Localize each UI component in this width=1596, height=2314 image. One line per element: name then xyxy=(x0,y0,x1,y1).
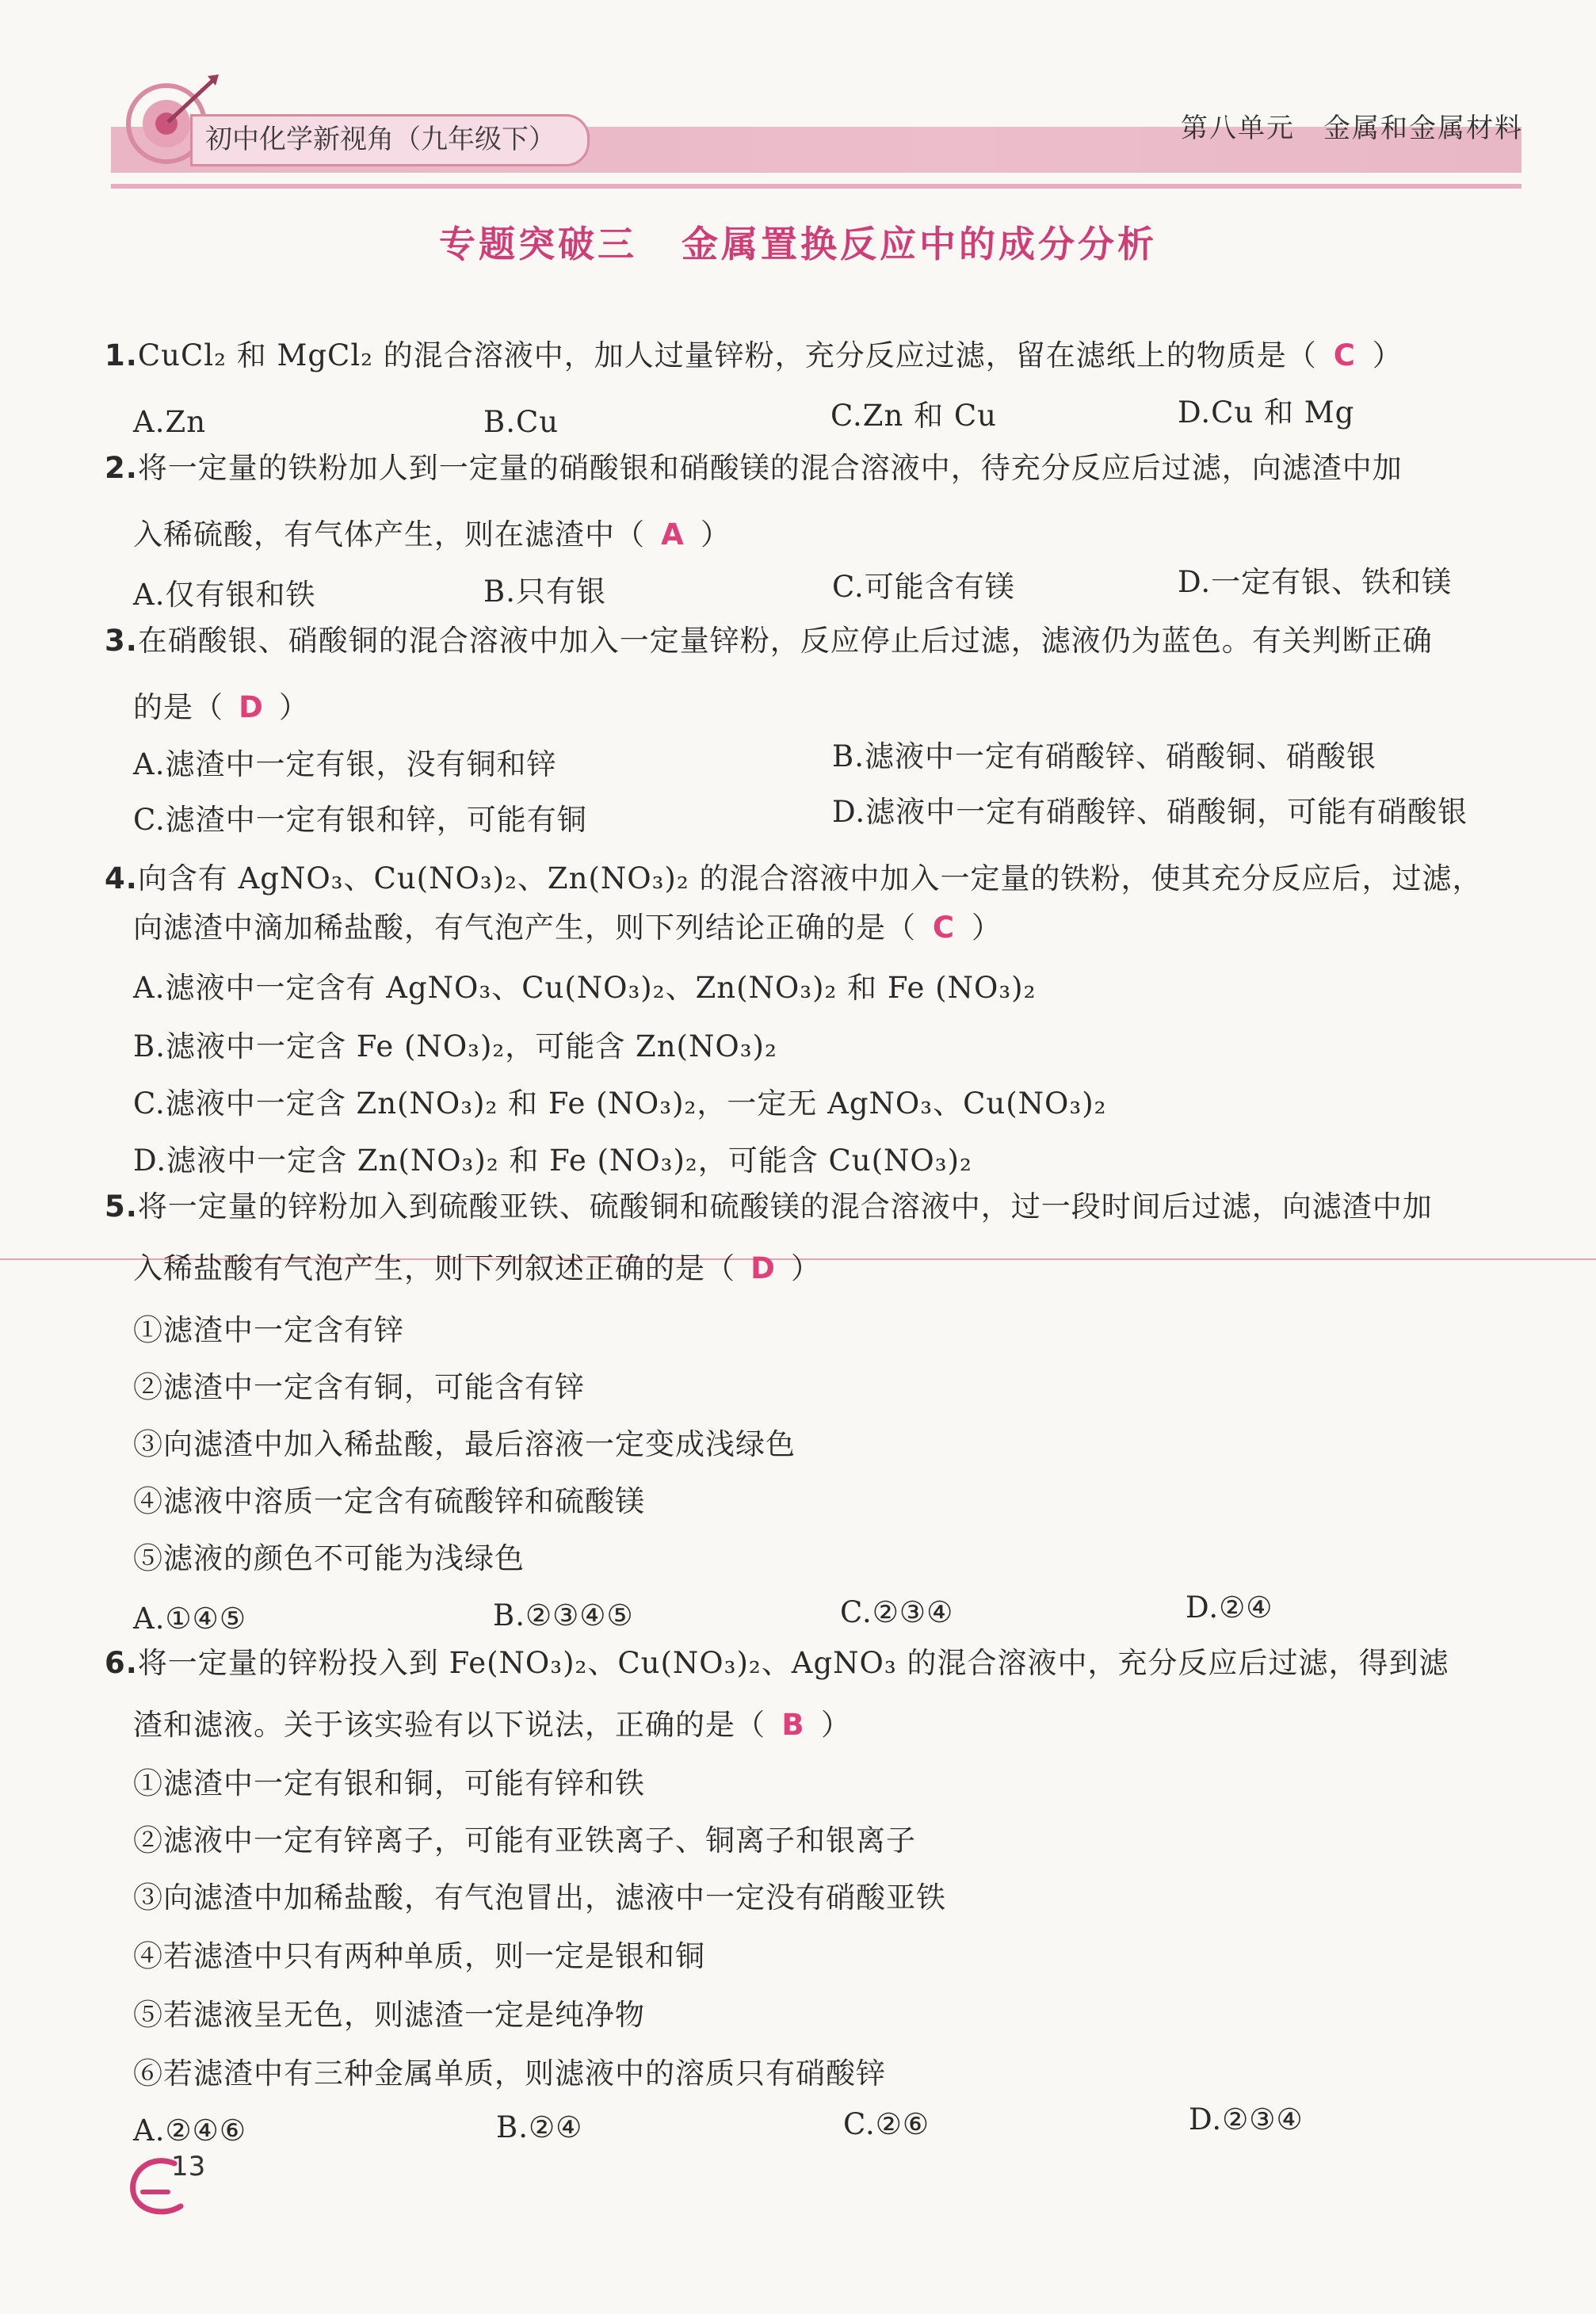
question-5-line-2: 入稀盐酸有气泡产生，则下列叙述正确的是（ D ） xyxy=(133,1249,821,1289)
option-1a: A.Zn xyxy=(133,405,207,439)
option-3a: A.滤渣中一定有银，没有铜和锌 xyxy=(133,747,557,781)
option-4b: B.滤液中一定含 Fe (NO₃)₂，可能含 Zn(NO₃)₂ xyxy=(133,1029,777,1063)
option-6b: B.②④ xyxy=(496,2110,583,2144)
unit-number: 第八单元 xyxy=(1181,113,1295,144)
option-2b: B.只有银 xyxy=(483,575,606,609)
statement-5-5: ⑤滤液的颜色不可能为浅绿色 xyxy=(133,1541,525,1575)
question-2-line-2: 入稀硫酸，有气体产生，则在滤渣中（ A ） xyxy=(133,515,731,555)
question-6-line-1: 6.将一定量的锌粉投入到 Fe(NO₃)₂、Cu(NO₃)₂、AgNO₃ 的混合溶液中，充分反应后过滤，得到滤 xyxy=(105,1646,1449,1680)
question-4-line-1: 4.向含有 AgNO₃、Cu(NO₃)₂、Zn(NO₃)₂ 的混合溶液中加入一定量的铁粉，使其充分反应后，过滤， xyxy=(105,861,1483,895)
option-2a: A.仅有银和铁 xyxy=(133,578,316,612)
question-3-line-2: 的是（ D ） xyxy=(133,688,309,727)
question-4-line-2: 向滤渣中滴加稀盐酸，有气泡产生，则下列结论正确的是（ C ） xyxy=(133,908,1002,948)
book-title: 初中化学新视角（九年级下） xyxy=(190,114,590,166)
option-6d: D.②③④ xyxy=(1189,2102,1304,2136)
option-1b: B.Cu xyxy=(483,405,559,439)
option-3c: C.滤渣中一定有银和锌，可能有铜 xyxy=(133,803,587,837)
statement-5-4: ④滤液中溶质一定含有硫酸锌和硫酸镁 xyxy=(133,1484,645,1518)
title-part2: 金属置换反应中的成分分析 xyxy=(682,223,1157,265)
option-6c: C.②⑥ xyxy=(843,2107,930,2141)
option-1d: D.Cu 和 Mg xyxy=(1178,395,1355,430)
statement-6-6: ⑥若滤渣中有三种金属单质，则滤液中的溶质只有硝酸锌 xyxy=(133,2056,886,2091)
answer-2: A xyxy=(661,517,685,552)
option-3d: D.滤液中一定有硝酸锌、硝酸铜，可能有硝酸银 xyxy=(832,795,1468,829)
question-6-line-2: 渣和滤液。关于该实验有以下说法，正确的是（ B ） xyxy=(133,1705,851,1745)
answer-5: D xyxy=(750,1251,776,1285)
statement-6-4: ④若滤渣中只有两种单质，则一定是银和铜 xyxy=(133,1939,705,1973)
question-2-line-1: 2.将一定量的铁粉加人到一定量的硝酸银和硝酸镁的混合溶液中，待充分反应后过滤，向滤渣中加 xyxy=(105,451,1403,485)
option-4d: D.滤液中一定含 Zn(NO₃)₂ 和 Fe (NO₃)₂，可能含 Cu(NO₃)₂ xyxy=(133,1144,972,1178)
statement-6-1: ①滤渣中一定有银和铜，可能有锌和铁 xyxy=(133,1766,645,1800)
statement-6-3: ③向滤渣中加稀盐酸，有气泡冒出，滤液中一定没有硝酸亚铁 xyxy=(133,1881,946,1915)
option-5b: B.②③④⑤ xyxy=(493,1598,634,1632)
statement-6-5: ⑤若滤液呈无色，则滤渣一定是纯净物 xyxy=(133,1998,645,2032)
page-title xyxy=(0,216,1596,268)
option-2c: C.可能含有镁 xyxy=(832,570,1015,604)
statement-6-2: ②滤液中一定有锌离子，可能有亚铁离子、铜离子和银离子 xyxy=(133,1823,916,1858)
unit-topic: 金属和金属材料 xyxy=(1323,113,1523,144)
option-5a: A.①④⑤ xyxy=(133,1602,246,1636)
option-6a: A.②④⑥ xyxy=(133,2114,246,2148)
statement-5-2: ②滤渣中一定含有铜，可能含有锌 xyxy=(133,1370,585,1404)
header-divider xyxy=(111,184,1522,189)
question-3-line-1: 3.在硝酸银、硝酸铜的混合溶液中加入一定量锌粉，反应停止后过滤，滤液仍为蓝色。有关判断正确 xyxy=(105,624,1433,658)
option-3b: B.滤液中一定有硝酸锌、硝酸铜、硝酸银 xyxy=(832,739,1376,773)
title-part1: 专题突破三 xyxy=(439,223,637,265)
option-2d: D.一定有银、铁和镁 xyxy=(1178,565,1453,599)
option-1c: C.Zn 和 Cu xyxy=(830,399,997,433)
answer-6: B xyxy=(781,1708,805,1742)
option-4c: C.滤液中一定含 Zn(NO₃)₂ 和 Fe (NO₃)₂，一定无 AgNO₃、Cu(NO₃)₂ xyxy=(133,1086,1107,1121)
statement-5-3: ③向滤渣中加入稀盐酸，最后溶液一定变成浅绿色 xyxy=(133,1427,796,1461)
page-number: 13 xyxy=(171,2151,206,2182)
answer-1: C xyxy=(1333,338,1356,372)
option-4a: A.滤液中一定含有 AgNO₃、Cu(NO₃)₂、Zn(NO₃)₂ 和 Fe (NO₃)₂ xyxy=(133,971,1037,1005)
answer-3: D xyxy=(239,690,264,724)
option-5d: D.②④ xyxy=(1186,1590,1273,1625)
unit-label xyxy=(1181,106,1523,145)
question-5-line-1: 5.将一定量的锌粉加入到硫酸亚铁、硫酸铜和硫酸镁的混合溶液中，过一段时间后过滤，向滤渣中加 xyxy=(105,1189,1433,1224)
answer-4: C xyxy=(932,911,956,945)
question-1-line-1: 1.CuCl₂ 和 MgCl₂ 的混合溶液中，加人过量锌粉，充分反应过滤，留在滤纸上的物质是（ C ） xyxy=(105,336,1403,376)
option-5c: C.②③④ xyxy=(840,1595,954,1629)
statement-5-1: ①滤渣中一定含有锌 xyxy=(133,1313,404,1347)
